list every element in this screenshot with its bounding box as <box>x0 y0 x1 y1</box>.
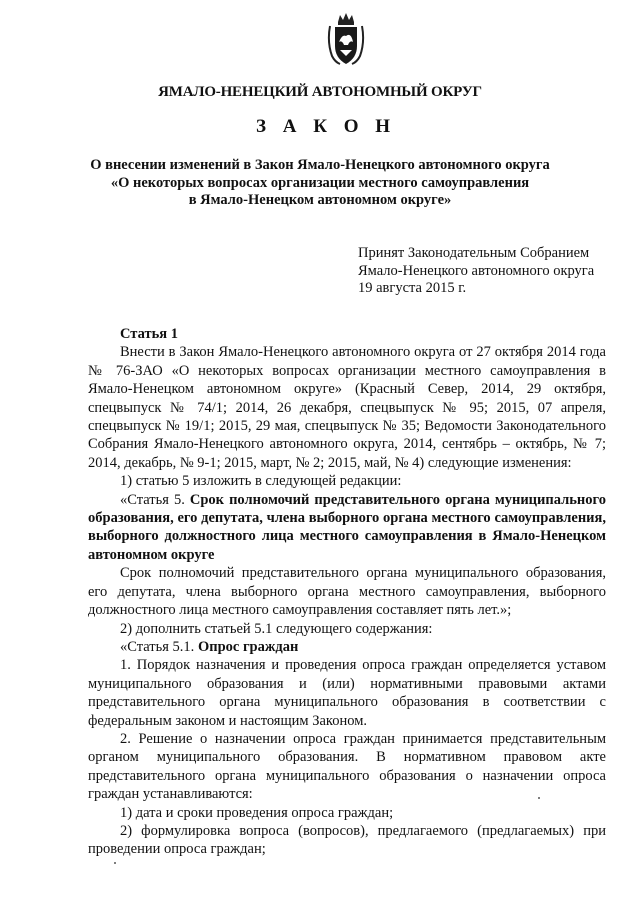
adoption-line: Принят Законодательным Собранием <box>358 245 590 261</box>
paragraph: Внести в Закон Ямало-Ненецкого автономного округа от 27 октября 2014 года № 76-ЗАО «О некоторых вопросах организации местного самоуправления в Ямало-Ненецком автономном округе» (Красный Север, 2014, 29 октября, спецвыпуск № 74/1; 2014, 26 декабря, спецвыпуск № 95; 2015, 07 апреля, спецвыпуск № 19/1; 2015, 29 мая, спецвыпуск № 35; Ведомости Законодательного Собрания Ямало-Ненецкого автономного округа, 2014, сентябрь – октябрь, № 7; 2014, декабрь, № 9-1; 2015, март, № 2; 2015, май, № 4) следующие изменения: <box>88 344 606 471</box>
article-number: «Статья 5.1. <box>120 638 195 655</box>
paragraph: 1. Порядок назначения и проведения опроса граждан определяется уставом муниципального образования и (или) нормативными правовыми актами представительного органа муниципального образования в соответствии с федеральным законом и настоящим Законом. <box>88 657 606 729</box>
adoption-date: 19 августа 2015 г. <box>358 280 467 296</box>
scan-speck <box>538 797 540 799</box>
subject-line: «О некоторых вопросах организации местного самоуправления <box>110 174 530 191</box>
paragraph: Срок полномочий представительного органа муниципального образования, его депутата, члена выборного органа местного самоуправления, выборного должностного лица местного самоуправления составляет пять лет.»; <box>88 565 606 619</box>
article-number: «Статья 5. <box>120 491 185 508</box>
subject-line: О внесении изменений в Закон Ямало-Ненецкого автономного округа <box>90 157 550 173</box>
article-heading: Статья 1 <box>120 326 178 342</box>
scan-speck <box>114 862 116 864</box>
article-5-heading <box>88 491 606 565</box>
subject-line: в Ямало-Ненецком автономном округе» <box>188 192 452 208</box>
paragraph: 2) дополнить статьей 5.1 следующего содержания: <box>120 620 433 637</box>
article-title: Срок полномочий представительного органа муниципального образования, его депутата, члена выборного органа местного самоуправления, выборного должностного лица местного самоуправления в Ямало-Ненецком автономном округе <box>88 491 607 563</box>
paragraph: 2) формулировка вопроса (вопросов), предлагаемого (предлагаемых) при проведении опроса граждан; <box>88 822 606 858</box>
paragraph: 2. Решение о назначении опроса граждан принимается представительным органом муниципального образования. В нормативном правовом акте представительного органа муниципального образования о назначении опроса граждан устанавливаются: <box>88 730 606 803</box>
law-subject <box>0 157 640 210</box>
adoption-line: Ямало-Ненецкого автономного округа <box>358 262 595 279</box>
law-body <box>88 325 606 859</box>
document-type-title: З А К О Н <box>255 116 397 137</box>
adoption-block <box>358 245 594 298</box>
coat-of-arms-emblem <box>326 12 366 68</box>
article-title: Опрос граждан <box>197 638 299 655</box>
region-name: ЯМАЛО-НЕНЕЦКИЙ АВТОНОМНЫЙ ОКРУГ <box>158 84 482 100</box>
paragraph: 1) статью 5 изложить в следующей редакции: <box>120 473 402 490</box>
article-5-1-heading <box>88 638 606 656</box>
paragraph: 1) дата и сроки проведения опроса граждан; <box>120 804 394 821</box>
